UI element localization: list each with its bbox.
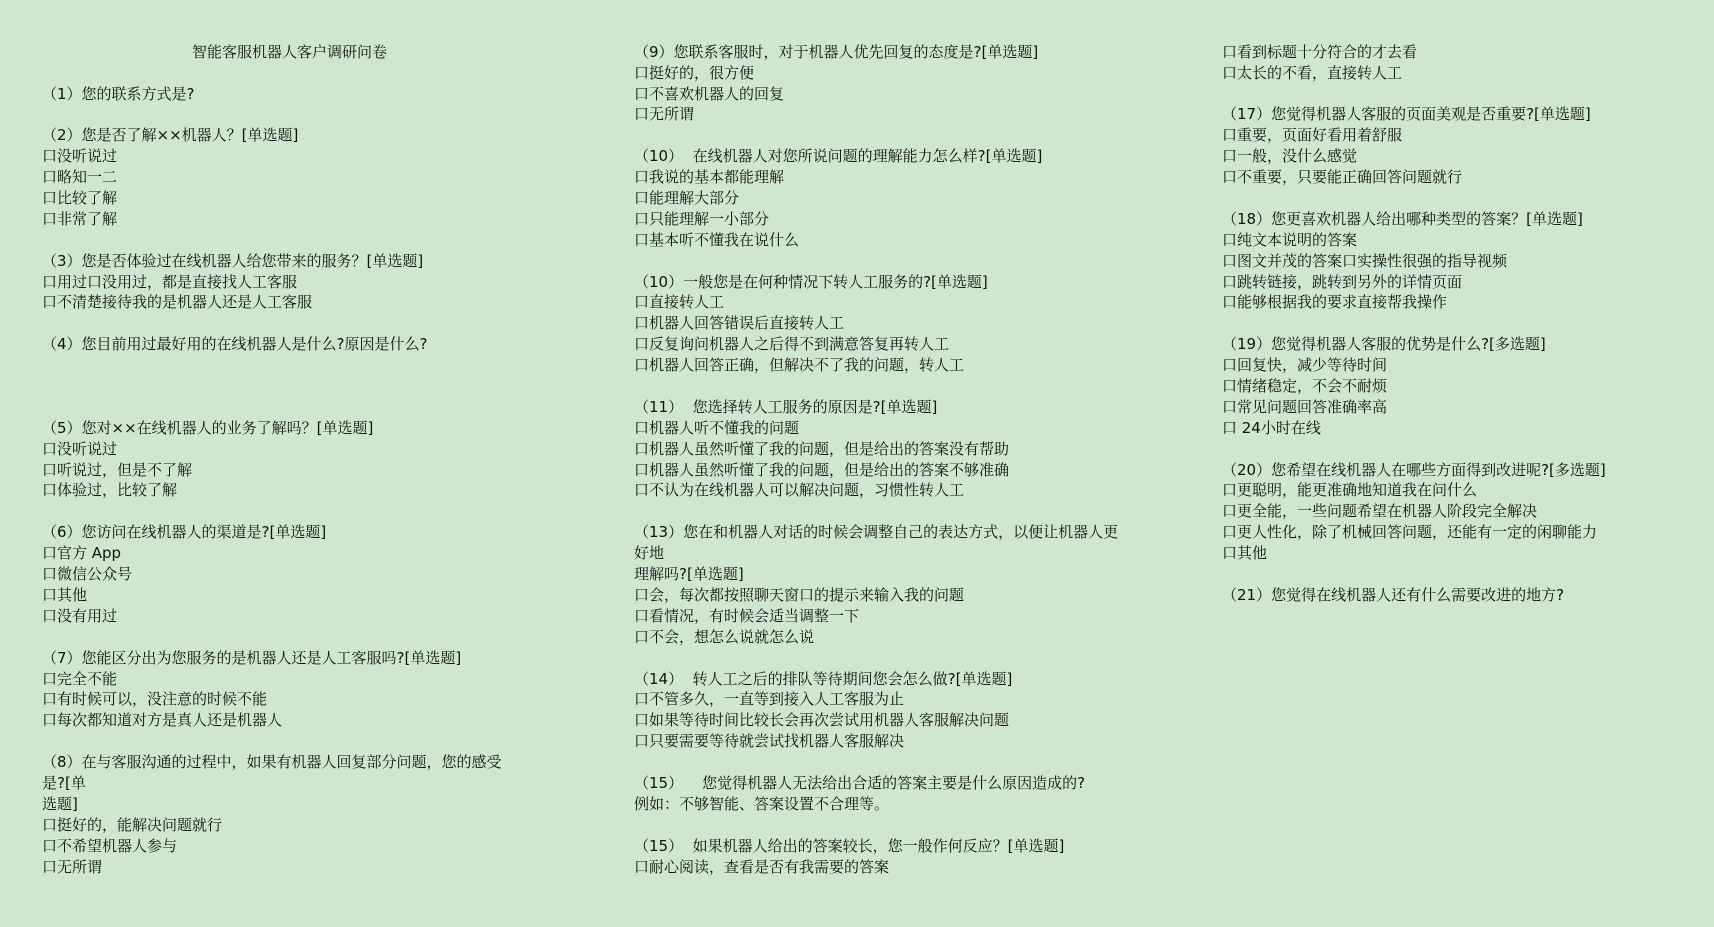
blank-line	[634, 0, 1154, 21]
text-line: 口机器人虽然听懂了我的问题，但是给出的答案不够准确	[634, 460, 1010, 479]
text-line: 口机器人听不懂我的问题	[634, 418, 800, 437]
text-line: 口纯文本说明的答案	[1222, 230, 1358, 249]
blank-line	[634, 125, 1154, 146]
text-line: 口没有用过	[42, 606, 118, 625]
text-line: 口机器人虽然听懂了我的问题，但是给出的答案没有帮助	[634, 439, 1010, 458]
blank-line	[634, 251, 1154, 272]
text-line: 口不会，想怎么说就怎么说	[634, 627, 815, 646]
text-line: 口反复询问机器人之后得不到满意答复再转人工	[634, 335, 950, 354]
text-line: （13）您在和机器人对话的时候会调整自己的表达方式，以便让机器人更	[634, 523, 1119, 542]
text-line: 口无所谓	[42, 857, 103, 876]
text-line: （1）您的联系方式是?	[42, 84, 195, 103]
text-line: （15） 如果机器人给出的答案较长，您一般作何反应？[单选题]	[634, 836, 1065, 855]
text-line: 口每次都知道对方是真人还是机器人	[42, 711, 283, 730]
text-line: （9）您联系客服时，对于机器人优先回复的态度是?[单选题]	[634, 42, 1039, 61]
text-line: 例如：不够智能、答案设置不合理等。	[634, 794, 890, 813]
text-line: 口能够根据我的要求直接帮我操作	[1222, 293, 1448, 312]
text-line: 口 24小时在线	[1222, 418, 1321, 437]
text-line: （20）您希望在线机器人在哪些方面得到改进呢?[多选题]	[1222, 460, 1606, 479]
text-line: 口看情况，有时候会适当调整一下	[634, 606, 860, 625]
blank-line	[1222, 188, 1692, 209]
text-line: 口一般，没什么感觉	[1222, 147, 1358, 166]
text-line: （6）您访问在线机器人的渠道是?[单选题]	[42, 523, 327, 542]
blank-line	[1222, 84, 1692, 105]
text-line: 口更全能，一些问题希望在机器人阶段完全解决	[1222, 502, 1538, 521]
text-line: 口常见问题回答准确率高	[1222, 397, 1388, 416]
text-line: 口其他	[1222, 544, 1268, 563]
text-line: 口图文并茂的答案口实操性很强的指导视频	[1222, 251, 1508, 270]
text-line: 口挺好的，很方便	[634, 63, 755, 82]
text-line: 口跳转链接，跳转到另外的详情页面	[1222, 272, 1463, 291]
text-line: 口略知一二	[42, 168, 118, 187]
blank-line	[42, 230, 562, 251]
text-line: 口官方 App	[42, 544, 122, 563]
blank-line	[634, 376, 1154, 397]
text-line: 口能理解大部分	[634, 189, 740, 208]
text-line: 口看到标题十分符合的才去看	[1222, 42, 1418, 61]
text-line: 口更人性化，除了机械回答问题，还能有一定的闲聊能力	[1222, 523, 1598, 542]
text-line: 口比较了解	[42, 189, 118, 208]
text-line: 口有时候可以，没注意的时候不能	[42, 690, 268, 709]
text-line: 口会，每次都按照聊天窗口的提示来输入我的问题	[634, 585, 965, 604]
blank-line	[1222, 0, 1692, 21]
text-line: （2）您是否了解××机器人？[单选题]	[42, 126, 299, 145]
column-3	[1222, 0, 1692, 606]
text-line: 口不重要，只要能正确回答问题就行	[1222, 168, 1463, 187]
text-line: 口耐心阅读，查看是否有我需要的答案	[634, 857, 890, 876]
text-line: （7）您能区分出为您服务的是机器人还是人工客服吗?[单选题]	[42, 648, 462, 667]
column-1	[42, 0, 562, 877]
text-line: 口基本听不懂我在说什么	[634, 230, 800, 249]
blank-line	[42, 313, 562, 334]
text-line: （3）您是否体验过在线机器人给您带来的服务？[单选题]	[42, 251, 424, 270]
text-line: （10）一般您是在何种情况下转人工服务的?[单选题]	[634, 272, 988, 291]
text-line: 口太长的不看，直接转人工	[1222, 63, 1403, 82]
text-line: 口我说的基本都能理解	[634, 168, 785, 187]
blank-line	[1222, 313, 1692, 334]
text-line: （17）您觉得机器人客服的页面美观是否重要?[单选题]	[1222, 105, 1591, 124]
blank-line	[634, 752, 1154, 773]
text-line: 口不希望机器人参与	[42, 836, 178, 855]
text-line: 口其他	[42, 585, 88, 604]
blank-line	[42, 355, 562, 376]
text-line: 口微信公众号	[42, 565, 133, 584]
text-line: 口机器人回答错误后直接转人工	[634, 314, 845, 333]
document-title: 智能客服机器人客户调研问卷	[192, 42, 388, 61]
text-line: （18）您更喜欢机器人给出哪种类型的答案？[单选题]	[1222, 209, 1583, 228]
text-line: 口不清楚接待我的是机器人还是人工客服	[42, 293, 313, 312]
text-line: 口不喜欢机器人的回复	[634, 84, 785, 103]
text-line: 选题]	[42, 794, 78, 813]
text-line: 口重要，页面好看用着舒服	[1222, 126, 1403, 145]
blank-line	[42, 376, 562, 397]
text-line: 口不管多久，一直等到接入人工客服为止	[634, 690, 905, 709]
text-line: 口如果等待时间比较长会再次尝试用机器人客服解决问题	[634, 711, 1010, 730]
text-line: 理解吗?[单选题]	[634, 565, 744, 584]
blank-line	[634, 648, 1154, 669]
blank-line	[42, 397, 562, 418]
blank-line	[42, 501, 562, 522]
blank-line	[1222, 564, 1692, 585]
text-line: 口不认为在线机器人可以解决问题，习惯性转人工	[634, 481, 965, 500]
text-line: 口用过口没用过，都是直接找人工客服	[42, 272, 298, 291]
text-line: （21）您觉得在线机器人还有什么需要改进的地方?	[1222, 585, 1565, 604]
text-line: （5）您对××在线机器人的业务了解吗？[单选题]	[42, 418, 374, 437]
text-line: 口回复快，减少等待时间	[1222, 356, 1388, 375]
text-line: （11） 您选择转人工服务的原因是?[单选题]	[634, 397, 938, 416]
text-line: 口体验过，比较了解	[42, 481, 178, 500]
text-line: （10） 在线机器人对您所说问题的理解能力怎么样?[单选题]	[634, 147, 1043, 166]
blank-line	[42, 21, 562, 42]
blank-line	[1222, 21, 1692, 42]
column-2	[634, 0, 1154, 877]
blank-line	[42, 731, 562, 752]
text-line: （8）在与客服沟通的过程中，如果有机器人回复部分问题，您的感受	[42, 753, 502, 772]
text-line: （19）您觉得机器人客服的优势是什么?[多选题]	[1222, 335, 1546, 354]
text-line: 口完全不能	[42, 669, 118, 688]
text-line: 口只能理解一小部分	[634, 209, 770, 228]
text-line: 好地	[634, 544, 665, 563]
text-line: 口情绪稳定，不会不耐烦	[1222, 377, 1388, 396]
blank-line	[42, 104, 562, 125]
text-line: 口直接转人工	[634, 293, 725, 312]
text-line: 口听说过，但是不了解	[42, 460, 193, 479]
text-line: 口更聪明，能更准确地知道我在问什么	[1222, 481, 1478, 500]
text-line: （14） 转人工之后的排队等待期间您会怎么做?[单选题]	[634, 669, 1013, 688]
text-line: 口非常了解	[42, 209, 118, 228]
blank-line	[634, 815, 1154, 836]
text-line: 口无所谓	[634, 105, 695, 124]
text-line: （4）您目前用过最好用的在线机器人是什么?原因是什么?	[42, 335, 428, 354]
blank-line	[634, 21, 1154, 42]
blank-line	[42, 63, 562, 84]
text-line: 口没听说过	[42, 147, 118, 166]
text-line: 口机器人回答正确，但解决不了我的问题，转人工	[634, 356, 965, 375]
text-line: 口挺好的，能解决问题就行	[42, 815, 223, 834]
text-line: 口没听说过	[42, 439, 118, 458]
blank-line	[634, 501, 1154, 522]
text-line: 口只要需要等待就尝试找机器人客服解决	[634, 732, 905, 751]
blank-line	[42, 627, 562, 648]
blank-line	[42, 0, 562, 21]
text-line: （15） 您觉得机器人无法给出合适的答案主要是什么原因造成的?	[634, 773, 1086, 792]
blank-line	[1222, 439, 1692, 460]
text-line: 是?[单	[42, 773, 86, 792]
